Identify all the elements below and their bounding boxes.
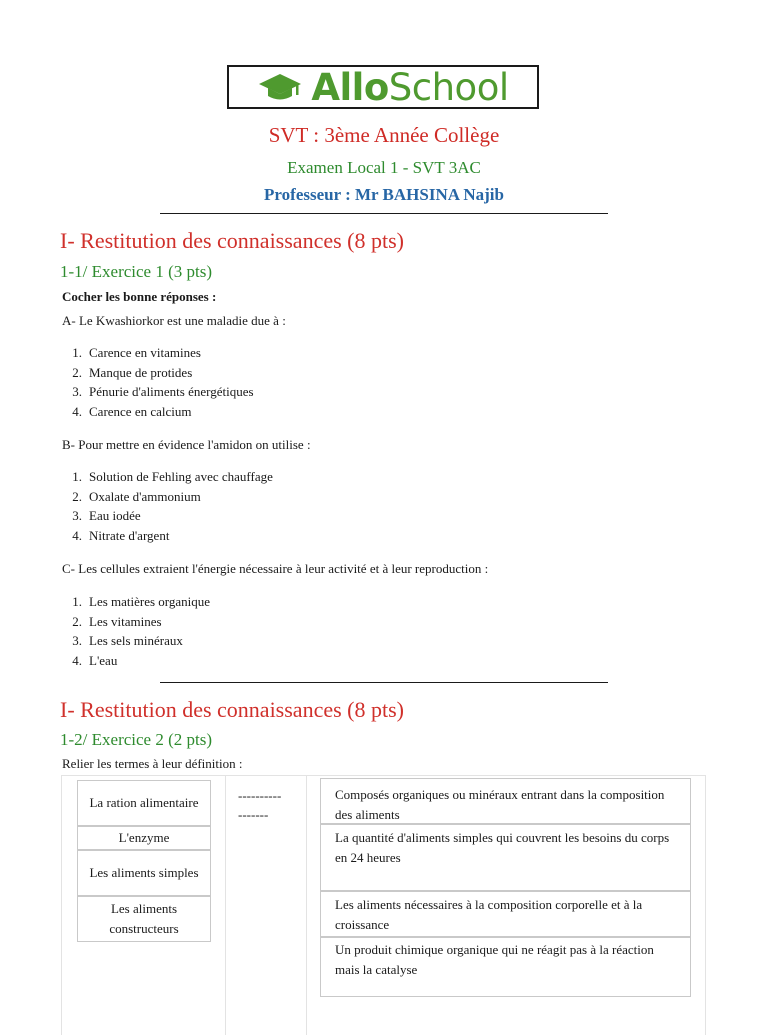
term-cell[interactable]: Les aliments constructeurs xyxy=(77,896,211,942)
section-heading: I- Restitution des connaissances (8 pts) xyxy=(60,697,404,722)
question-prompt: B- Pour mettre en évidence l'amidon on utilise : xyxy=(62,437,311,452)
exercise-heading: 1-2/ Exercice 2 (2 pts) xyxy=(60,730,212,749)
definition-cell[interactable]: Un produit chimique organique qui ne réagit pas à la réaction mais la catalyse xyxy=(320,937,691,997)
column-divider xyxy=(225,775,226,1035)
instruction: Relier les termes à leur définition : xyxy=(62,756,243,771)
graduation-cap-icon xyxy=(257,71,303,103)
definition-cell[interactable]: La quantité d'aliments simples qui couvrent les besoins du corps en 24 heures xyxy=(320,824,691,891)
page-title: SVT : 3ème Année Collège xyxy=(268,123,500,147)
matching-blank[interactable]: ---------- ------- xyxy=(238,788,282,822)
divider xyxy=(160,213,608,214)
exercise-heading: 1-1/ Exercice 1 (3 pts) xyxy=(60,262,212,281)
definition-cell[interactable]: Les aliments nécessaires à la composition corporelle et à la croissance xyxy=(320,891,691,937)
exam-subtitle: Examen Local 1 - SVT 3AC xyxy=(287,158,481,177)
term-cell[interactable]: Les aliments simples xyxy=(77,850,211,896)
instruction: Cocher les bonne réponses : xyxy=(62,289,217,304)
term-cell[interactable]: La ration alimentaire xyxy=(77,780,211,826)
section-heading: I- Restitution des connaissances (8 pts) xyxy=(60,228,404,253)
term-cell[interactable]: L'enzyme xyxy=(77,826,211,850)
question-prompt: C- Les cellules extraient l'énergie nécessaire à leur activité et à leur reproduction : xyxy=(62,561,489,576)
professor-name: Professeur : Mr BAHSINA Najib xyxy=(264,185,504,204)
question-prompt: A- Le Kwashiorkor est une maladie due à : xyxy=(62,313,286,328)
divider xyxy=(160,682,608,683)
logo-wordmark: AlloSchool xyxy=(311,65,509,109)
column-divider xyxy=(306,775,307,1035)
alloschool-logo xyxy=(227,65,539,109)
definition-cell[interactable]: Composés organiques ou minéraux entrant dans la composition des aliments xyxy=(320,778,691,824)
